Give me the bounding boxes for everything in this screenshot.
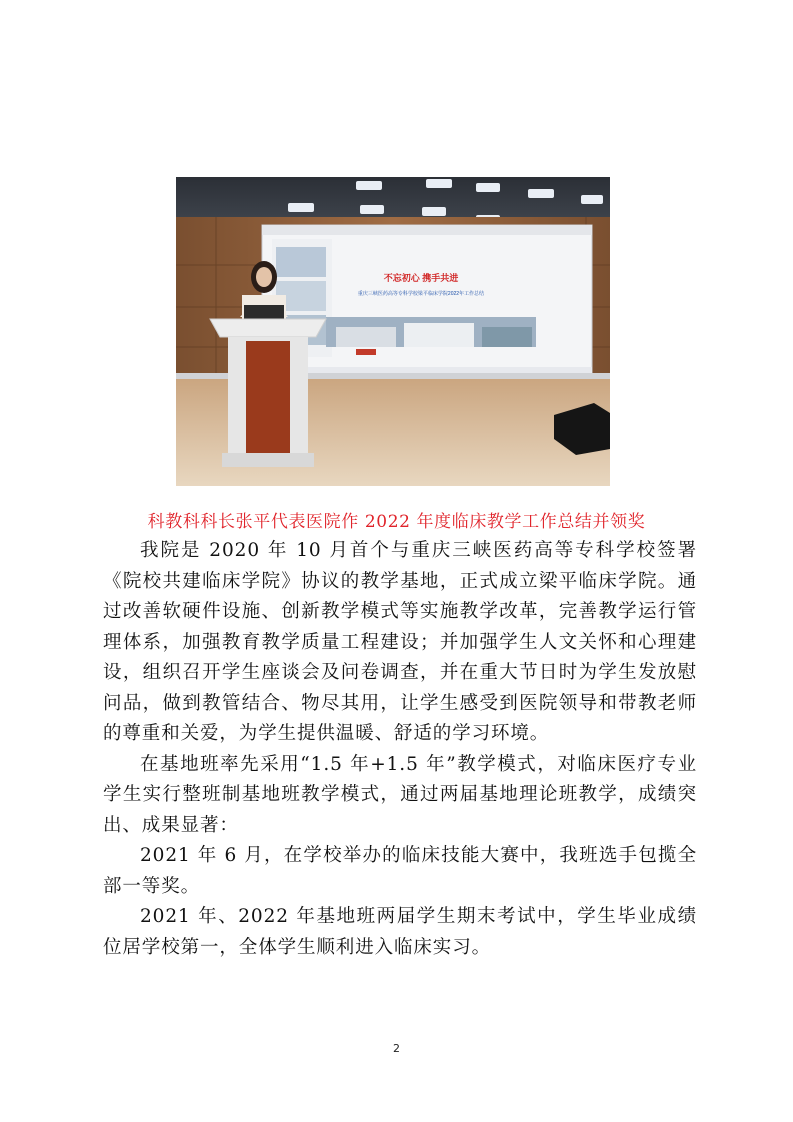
paragraph: 在基地班率先采用“1.5 年+1.5 年”教学模式，对临床医疗专业学生实行整班制基地班教学模式，通过两届基地理论班教学，成绩突出、成果显著：	[103, 753, 697, 836]
event-photo	[176, 177, 610, 486]
paragraph: 2021 年、2022 年基地班两届学生期末考试中，学生毕业成绩位居学校第一，全体学生顺利进入临床实习。	[103, 906, 697, 958]
article-body	[103, 536, 697, 963]
paragraph: 2021 年 6 月，在学校举办的临床技能大赛中，我班选手包揽全部一等奖。	[103, 845, 697, 897]
slide-subtitle: 重庆三峡医药高等专科学校梁平临床学院2022年工作总结	[357, 291, 485, 297]
photo-caption: 科教科科长张平代表医院作 2022 年度临床教学工作总结并领奖	[147, 512, 646, 532]
page-number: 2	[393, 1042, 400, 1055]
paragraph: 我院是 2020 年 10 月首个与重庆三峡医药高等专科学校签署《院校共建临床学院》协议的教学基地，正式成立梁平临床学院。通过改善软硬件设施、创新教学模式等实施教学改革，完善教学运行管理体系，加强教育教学质量工程建设；并加强学生人文关怀和心理建设，组织召开学生座谈会及问卷调查，并在重大节日时为学生发放慰问品，做到教管结合、物尽其用，让学生感受到医院领导和带教老师的尊重和关爱，为学生提供温暖、舒适的学习环境。	[103, 540, 697, 744]
slide-title: 不忘初心 携手共进	[383, 273, 459, 283]
